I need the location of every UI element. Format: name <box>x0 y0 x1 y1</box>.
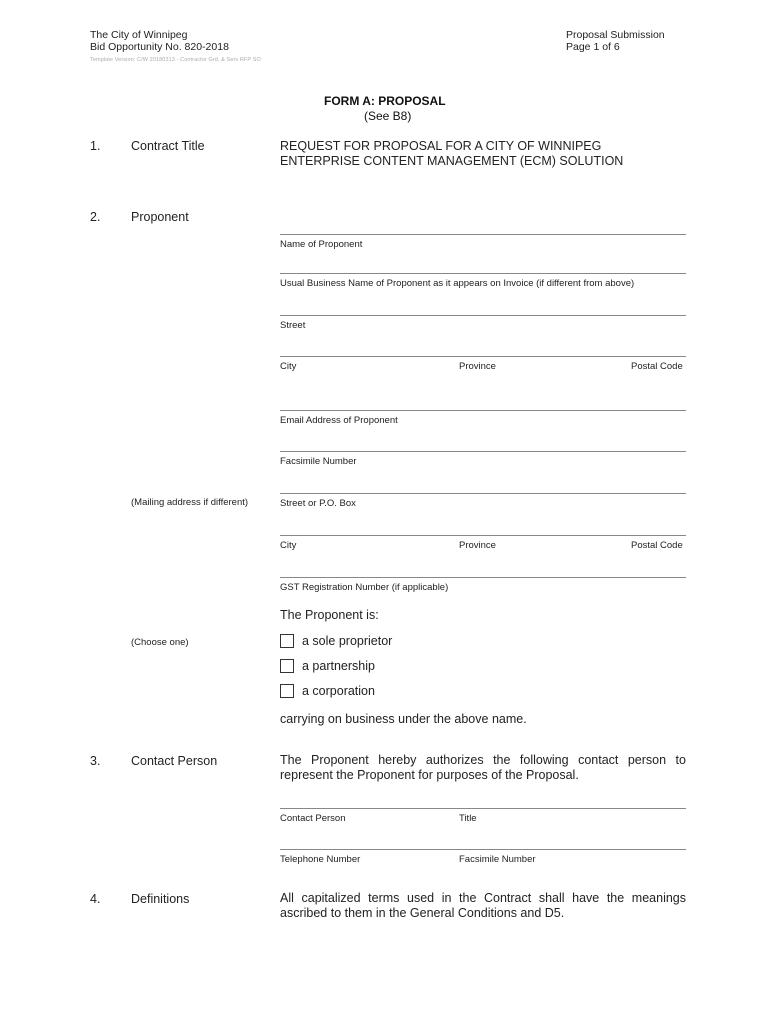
section-2-number: 2. <box>90 210 101 224</box>
form-subtitle: (See B8) <box>364 109 412 123</box>
header-template-version: Template Version: C/W 20180313 - Contractor Grd. & Serv RFP SO <box>90 57 261 63</box>
sole-proprietor-checkbox[interactable] <box>280 634 294 648</box>
contract-title-line2: ENTERPRISE CONTENT MANAGEMENT (ECM) SOLUTION <box>280 154 624 168</box>
contract-title-line1: REQUEST FOR PROPOSAL FOR A CITY OF WINNIPEG <box>280 139 602 153</box>
partnership-checkbox[interactable] <box>280 659 294 673</box>
city-caption: City <box>280 361 297 372</box>
contact-person-line[interactable] <box>280 808 686 809</box>
telephone-number-caption: Telephone Number <box>280 854 361 865</box>
mailing-address-label: (Mailing address if different) <box>131 497 249 508</box>
section-3-label: Contact Person <box>131 754 218 768</box>
definitions-text: All capitalized terms used in the Contract shall have the meanings ascribed to them in the General Conditions and D5. <box>280 891 686 920</box>
choose-one-label: (Choose one) <box>131 637 189 648</box>
contact-phone-fax-line[interactable] <box>280 849 686 850</box>
contact-person-caption: Contact Person <box>280 813 346 824</box>
street-line[interactable] <box>280 315 686 316</box>
carrying-on-business-text: carrying on business under the above name. <box>280 712 527 726</box>
business-name-line[interactable] <box>280 273 686 274</box>
partnership-label: a partnership <box>302 659 375 673</box>
mailing-city-line[interactable] <box>280 535 686 536</box>
mailing-postal-code-caption: Postal Code <box>631 540 683 551</box>
header-page-number: Page 1 of 6 <box>566 41 620 53</box>
province-caption: Province <box>459 361 496 372</box>
city-province-postal-line[interactable] <box>280 356 686 357</box>
po-box-line[interactable] <box>280 493 686 494</box>
proponent-is-heading: The Proponent is: <box>280 608 379 622</box>
corporation-checkbox[interactable] <box>280 684 294 698</box>
proponent-name-line[interactable] <box>280 234 686 235</box>
fax-line[interactable] <box>280 451 686 452</box>
header-bid-number: Bid Opportunity No. 820-2018 <box>90 41 229 53</box>
gst-line[interactable] <box>280 577 686 578</box>
header-org: The City of Winnipeg <box>90 29 188 41</box>
corporation-label: a corporation <box>302 684 375 698</box>
contact-title-caption: Title <box>459 813 477 824</box>
street-caption: Street <box>280 320 306 331</box>
section-1-label: Contract Title <box>131 139 205 153</box>
section-3-number: 3. <box>90 754 101 768</box>
proponent-name-caption: Name of Proponent <box>280 239 363 250</box>
section-4-number: 4. <box>90 892 101 906</box>
header-doc-title: Proposal Submission <box>566 29 665 41</box>
sole-proprietor-label: a sole proprietor <box>302 634 393 648</box>
po-box-caption: Street or P.O. Box <box>280 498 356 509</box>
mailing-city-caption: City <box>280 540 297 551</box>
section-4-label: Definitions <box>131 892 190 906</box>
business-name-caption: Usual Business Name of Proponent as it appears on Invoice (if different from above) <box>280 278 635 289</box>
contact-person-authorization-text: The Proponent hereby authorizes the following contact person to represent the Proponent for purposes of the Proposal. <box>280 753 686 782</box>
email-line[interactable] <box>280 410 686 411</box>
form-title: FORM A: PROPOSAL <box>324 94 446 108</box>
section-1-number: 1. <box>90 139 101 153</box>
contact-fax-caption: Facsimile Number <box>459 854 536 865</box>
email-caption: Email Address of Proponent <box>280 415 398 426</box>
postal-code-caption: Postal Code <box>631 361 683 372</box>
mailing-province-caption: Province <box>459 540 496 551</box>
gst-caption: GST Registration Number (if applicable) <box>280 582 449 593</box>
fax-caption: Facsimile Number <box>280 456 357 467</box>
section-2-label: Proponent <box>131 210 189 224</box>
